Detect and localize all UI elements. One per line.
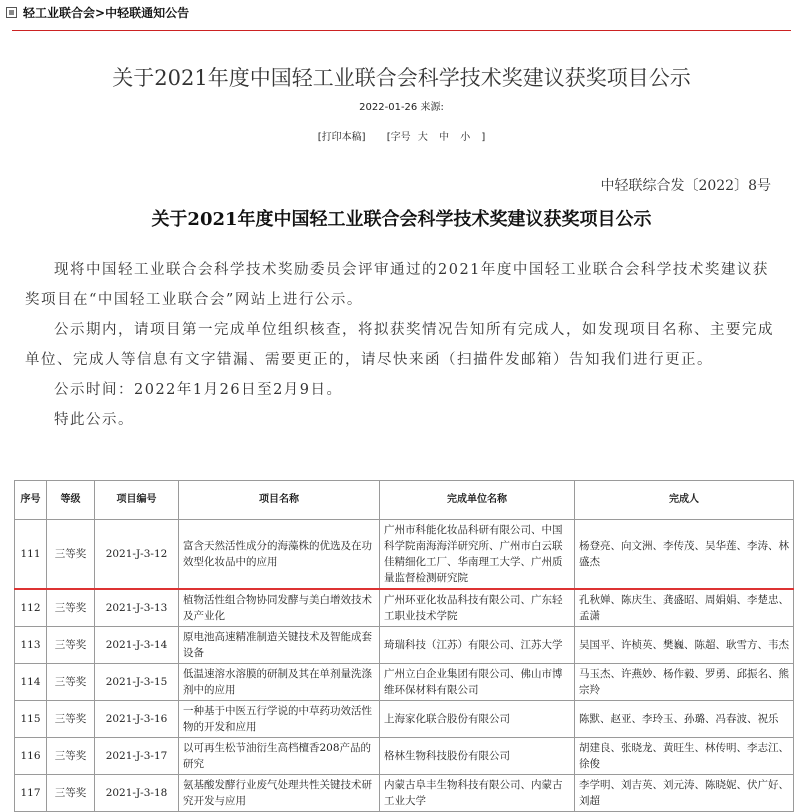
breadcrumb-separator: > xyxy=(95,6,106,20)
cell-no: 117 xyxy=(15,775,47,812)
cell-level: 三等奖 xyxy=(47,775,95,812)
cell-units: 广州市科能化妆品科研有限公司、中国科学院南海海洋研究所、广州市白云联佳精细化工厂、华南理工大学、广州质量监督检测研究院 xyxy=(380,520,575,590)
document-title: 关于2021年度中国轻工业联合会科学技术奖建议获奖项目公示 xyxy=(151,209,652,230)
table-row xyxy=(15,664,794,701)
column-header: 完成人 xyxy=(575,481,794,520)
cell-no: 113 xyxy=(15,627,47,664)
breadcrumb-section-link[interactable]: 中轻联通知公告 xyxy=(105,6,190,20)
article-meta xyxy=(0,98,803,113)
column-header: 项目编号 xyxy=(95,481,179,520)
cell-code: 2021-J-3-18 xyxy=(95,775,179,812)
cell-no: 116 xyxy=(15,738,47,775)
cell-code: 2021-J-3-16 xyxy=(95,701,179,738)
document-body xyxy=(25,255,780,435)
breadcrumb xyxy=(4,4,799,28)
cell-name: 氨基酸发酵行业废气处理共性关键技术研究开发与应用 xyxy=(179,775,380,812)
table-row xyxy=(15,701,794,738)
cell-people: 吴国平、许桢英、樊巍、陈超、耿雪方、韦杰 xyxy=(575,627,794,664)
body-paragraph: 现将中国轻工业联合会科学技术奖励委员会评审通过的2021年度中国轻工业联合会科学技术奖建议获奖项目在“中国轻工业联合会”网站上进行公示。 xyxy=(25,262,769,308)
font-size-close: ] xyxy=(481,132,486,143)
cell-name: 植物活性组合物协同发酵与美白增效技术及产业化 xyxy=(179,589,380,627)
cell-name: 富含天然活性成分的海藻株的优选及在功效型化妆品中的应用 xyxy=(179,520,380,590)
publish-date: 2022-01-26 xyxy=(359,102,418,113)
awards-table xyxy=(14,480,794,812)
cell-people: 陈默、赵亚、李玲玉、孙璐、冯春波、祝乐 xyxy=(575,701,794,738)
cell-name: 一种基于中医五行学说的中草药功效活性物的开发和应用 xyxy=(179,701,380,738)
cell-units: 广州立白企业集团有限公司、佛山市博维环保材料有限公司 xyxy=(380,664,575,701)
body-paragraph: 公示期内，请项目第一完成单位组织核查，将拟获奖情况告知所有完成人，如发现项目名称、主要完成单位、完成人等信息有文字错漏、需要更正的，请尽快来函（扫描件发邮箱）告知我们进行更正。 xyxy=(25,322,774,368)
square-bullet-icon xyxy=(6,7,17,18)
column-header: 序号 xyxy=(15,481,47,520)
font-small-button[interactable]: 小 xyxy=(460,132,471,143)
body-paragraph: 公示时间：2022年1月26日至2月9日。 xyxy=(54,382,343,398)
table-row xyxy=(15,738,794,775)
cell-units: 内蒙古阜丰生物科技有限公司、内蒙古工业大学 xyxy=(380,775,575,812)
article-tools xyxy=(0,128,803,143)
cell-level: 三等奖 xyxy=(47,664,95,701)
cell-level: 三等奖 xyxy=(47,701,95,738)
table-row xyxy=(15,627,794,664)
source-label: 来源: xyxy=(420,102,444,113)
cell-name: 原电池高速精准制造关键技术及智能成套设备 xyxy=(179,627,380,664)
cell-level: 三等奖 xyxy=(47,520,95,590)
cell-people: 孔秋婵、陈庆生、龚盛昭、周娟娟、李楚忠、孟潇 xyxy=(575,589,794,627)
cell-level: 三等奖 xyxy=(47,589,95,627)
cell-units: 上海家化联合股份有限公司 xyxy=(380,701,575,738)
cell-name: 低温速溶水溶膜的研制及其在单剂量洗涤剂中的应用 xyxy=(179,664,380,701)
print-button[interactable]: [打印本稿] xyxy=(317,132,366,143)
cell-level: 三等奖 xyxy=(47,738,95,775)
cell-units: 琦瑞科技（江苏）有限公司、江苏大学 xyxy=(380,627,575,664)
table-header-row xyxy=(15,481,794,520)
cell-people: 杨登亮、向文洲、李传茂、吴华莲、李涛、林盛杰 xyxy=(575,520,794,590)
column-header: 等级 xyxy=(47,481,95,520)
font-large-button[interactable]: 大 xyxy=(417,132,428,143)
cell-name: 以可再生松节油衍生高档檀香208产品的研究 xyxy=(179,738,380,775)
cell-no: 111 xyxy=(15,520,47,590)
cell-code: 2021-J-3-12 xyxy=(95,520,179,590)
cell-units: 广州环亚化妆品科技有限公司、广东轻工职业技术学院 xyxy=(380,589,575,627)
cell-units: 格林生物科技股份有限公司 xyxy=(380,738,575,775)
cell-level: 三等奖 xyxy=(47,627,95,664)
document-number: 中轻联综合发〔2022〕8号 xyxy=(600,178,771,194)
font-size-label: [字号 xyxy=(386,132,411,143)
cell-no: 114 xyxy=(15,664,47,701)
body-paragraph: 特此公示。 xyxy=(54,412,134,428)
cell-people: 胡建良、张晓龙、黄旺生、林传明、李志江、徐俊 xyxy=(575,738,794,775)
table-row xyxy=(15,520,794,590)
cell-code: 2021-J-3-14 xyxy=(95,627,179,664)
cell-no: 112 xyxy=(15,589,47,627)
cell-people: 马玉杰、许燕妙、杨作毅、罗勇、邱振名、熊宗羚 xyxy=(575,664,794,701)
font-medium-button[interactable]: 中 xyxy=(439,132,449,143)
column-header: 项目名称 xyxy=(179,481,380,520)
cell-code: 2021-J-3-15 xyxy=(95,664,179,701)
cell-people: 李学明、刘吉英、刘元涛、陈晓妮、伏广好、刘超 xyxy=(575,775,794,812)
article-title: 关于2021年度中国轻工业联合会科学技术奖建议获奖项目公示 xyxy=(112,66,691,90)
cell-code: 2021-J-3-17 xyxy=(95,738,179,775)
cell-no: 115 xyxy=(15,701,47,738)
column-header: 完成单位名称 xyxy=(380,481,575,520)
cell-code: 2021-J-3-13 xyxy=(95,589,179,627)
table-row xyxy=(15,589,794,627)
header-divider xyxy=(12,30,791,31)
breadcrumb-home-link[interactable]: 轻工业联合会 xyxy=(23,6,96,20)
